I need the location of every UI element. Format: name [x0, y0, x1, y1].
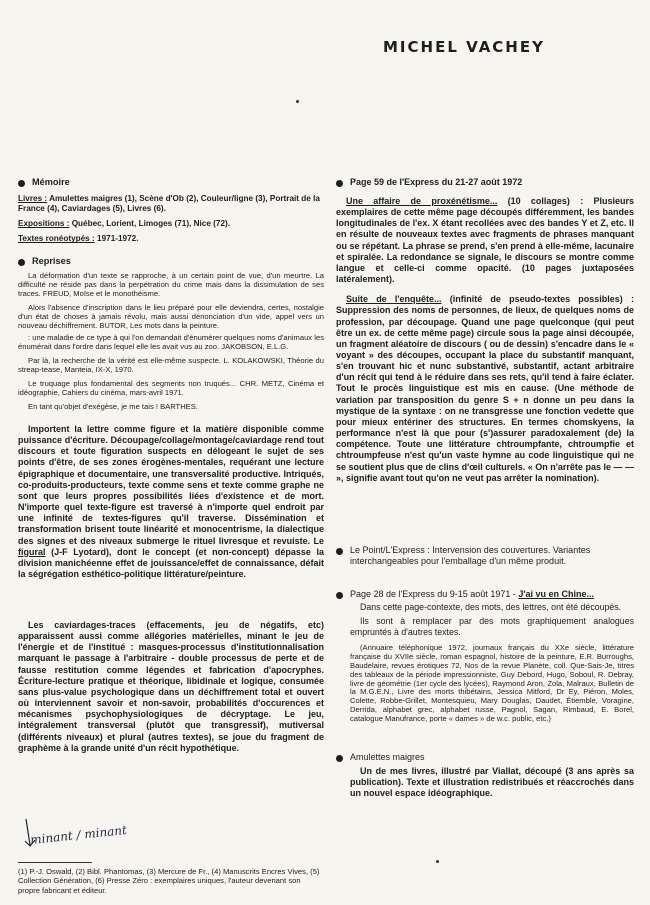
quote-kolakowski: Par là, la recherche de la vérité est elle-même suspecte. L. KOLAKOWSKI, Théorie du streap-tease, Manteia, IX-X, 1970.: [18, 355, 324, 374]
bullet-icon: [18, 259, 25, 266]
point-heading: Le Point/L'Express : Intervension des couvertures. Variantes interchangeables pour l'emballage d'un même produit.: [336, 545, 634, 567]
bullet-icon: [18, 180, 25, 187]
amulettes-heading: Amulettes maigres: [336, 752, 634, 763]
quote-freud: La déformation d'un texte se rapproche, à un certain point de vue, d'un meurtre. La difficulté ne réside pas dans la perpétration du crime mais dans la dissimulation de ses traces. FREUD, Moïse et le monothéisme.: [18, 271, 324, 299]
author-name: MICHEL VACHEY: [383, 38, 545, 56]
handwritten-correction: minant / minant: [29, 822, 128, 848]
amulettes-paragraph: Un de mes livres, illustré par Viallat, découpé (3 ans après sa publication). Texte et illustration redistribués et réaccrochés dans un nouvel espace idéographique.: [350, 765, 634, 799]
quote-barthes: En tant qu'objet d'exégèse, je me tais ! BARTHES.: [28, 401, 198, 411]
figural-term: figural: [18, 546, 46, 557]
ink-dot: [436, 860, 439, 863]
proxenetisme-title: Une affaire de proxénétisme...: [346, 195, 498, 206]
reprises-heading: Reprises: [18, 256, 324, 267]
memoire-livres: Livres : Amulettes maigres (1), Scène d'Ob (2), Couleur/ligne (3), Portrait de la France (4), Caviardages (5), Livres (6).: [18, 194, 320, 214]
footnotes-section: [18, 862, 324, 895]
bullet-icon: [336, 180, 343, 187]
point-section: [336, 545, 634, 567]
page28-source-list: (Annuaire téléphonique 1972, journaux français du XXe siècle, littérature française du XVIIe siècle, roman espagnol, histoire de la peinture, E.R. Burroughs, Baudelaire, revues érotiques 72, Nos de la revue Planète, coll. Que-Sais-Je, titres des tableaux de la période impressionniste, Guy Debord, Hugo, Soboul, R. Debray, livre de géométrie (1er cycle des lycées), Raymond Aron, Zola, Malraux, Bulletin de la M.G.E.N., Livre des morts thibétains, Jessica Mitford, Dr Ey, Piéron, Moles, Colette, Robbe-Grillet, Montesquieu, Mary Douglas, Daudet, Étiemble, Voragine, Derrida, alphabet grec, alphabet russe, Pagnol, Sagan, Rimbaud, E. Borel, catalogue Manufrance, porte « dames » de w.c. public, etc.): [350, 642, 634, 724]
footnote-1: (1) P.-J. Oswald, (2) Bibl. Phantomas, (3) Mercure de Fr., (4) Manuscrits Encres Vives, (5) Collection Génération, (6) Presse Zéro : exemplaires uniques, l'auteur devenant son propre fabricant et éditeur.: [18, 867, 320, 895]
bullet-icon: [336, 592, 343, 599]
memoire-expositions: Expositions : Québec, Lorient, Limoges (71), Nice (72).: [18, 219, 231, 229]
bullet-icon: [336, 548, 343, 555]
essay-part-1: [18, 424, 324, 580]
quote-metz: Le truquage plus fondamental des segments non truqués... CHR. METZ, Cinéma et idéographie, Cahiers du cinéma, mars-avril 1971.: [18, 378, 324, 397]
bullet-icon: [336, 755, 343, 762]
footnote-divider: [18, 862, 92, 863]
quote-butor: Alors l'absence d'inscription dans le lieu préparé pour elle deviendra, certes, nostalgie d'un état de choses à jamais révolu, mais aussi dénonciation d'un vide, appel vers un nouveau déchiffrement. BUTOR, Les mots dans la peinture.: [18, 303, 324, 330]
page28-title: J'ai vu en Chine...: [518, 589, 595, 599]
essay-part-2: [18, 620, 324, 754]
page59-heading: Page 59 de l'Express du 21-27 août 1972: [336, 177, 634, 188]
essay-paragraph-1: Importent la lettre comme figure et la matière disponible comme puissance d'écriture. Découpage/collage/montage/caviardage rend tout discours et toute figuration suspects en délogeant le sujet de ses points d'être, de ses zones érogènes-mentales, requérant une lecture épigraphique et documentaire, une transversalité productive. Intriqués, co-produits-producteurs, texte comme sens et texte comme graphe ne sont que leurs propres possibilités liées d'existence et de mort. N'importe quel texte-figure est traversé à n'importe quel endroit par une infinité de textes-figures qu'il traverse. Dissémination et transformation brisent toute linéarité et monocentrisme, la dialectique des signes et des niveaux submerge le rituel livresque et revuiste. Le figural (J-F Lyotard), dont le concept (et non-concept) dépasse la division manichéenne effet de jouissance/effet de connaissance, défait la ségrégation esthético-politique littérature/peinture.: [18, 424, 324, 580]
memoire-heading: Mémoire: [18, 177, 324, 188]
suite-paragraph: Suite de l'enquête... (infinité de pseudo-textes possibles) : Suppression des noms de personnes, de lieux, de quelques noms de profession, par découpage. Quand une page quelconque (qui peut être un ex. de cette même page) circule sous la page ainsi découpée, un fragment aléatoire de discours ( ou de dessin) s'encadre dans le « voyant » des découpes, occupant la place du substantif manquant, s'en trouvant hic et nunc substantivé, substantif, actant arbitraire d'un récit qui tend à le réduire dans ses rets, qu'il tend à faire éclater. Tout le procès linguistique est mis en cause. (Une méthode de variation par transposition du genre S + n donne un peu dans la mystique de la syntaxe : on ne transgresse une fonction vedette que pour mieux entériner des structures. En termes chomskyens, la performance n'est là que pour (s')assurer paradoxalement (de) la compétence. Toute une littérature chtroumpfante, chtroumpfie et chtroumpfeuse n'est qu'un vaste hymne au code linguistique qui ne se soutient plus que de clins d'œil culturels. « On n'arrête pas le — — », signifie avant tout qu'on ne veut pas arrêter la nomination).: [336, 294, 634, 483]
page28-heading: Page 28 de l'Express du 9-15 août 1971 - J'ai vu en Chine...: [336, 589, 634, 600]
amulettes-section: [336, 752, 634, 799]
quote-jakobson: : une maladie de ce type à qui l'on demandait d'énumérer quelques noms d'animaux les énumérait dans l'ordre dans lequel elle les avait vus au zoo. JAKOBSON, E.L.G.: [18, 332, 324, 351]
page28-paragraph-1: Dans cette page-contexte, des mots, des lettres, ont été découpés.: [360, 601, 622, 612]
suite-title: Suite de l'enquête...: [346, 294, 442, 305]
ink-dot: [296, 100, 299, 103]
memoire-section: [18, 177, 324, 244]
page28-section: [336, 589, 634, 724]
reprises-section: [18, 256, 324, 412]
aussi-term: aussi: [79, 631, 103, 642]
page59-section: [336, 177, 634, 484]
memoire-textes: Textes ronéotypés : 1971-1972.: [18, 234, 139, 244]
essay-paragraph-2: Les caviardages-traces (effacements, jeu de négatifs, etc) apparaissent aussi comme allégories matérielles, minant le jeu de l'énergie et de l'institué : masques-processus d'institutionnalisation marquant le passage à l'arbitraire - double processus de perte et de fausse restitution comme légendes et fabrication d'apocryphes. Écriture-lecture pratique et théorique, libidinale et logique, consumée sans plus-value psychologique dans un déchiffrement total et ouvert où interviennent savoir et non-savoir, probabilités d'occurences et mécanismes psychophysiologiques de décryptage. Le jeu, intégralement transversal (plutôt que transgressif), mutiversal (différents niveaux) et plural (autres textes), se joue du fragment de graphème à la grande unité d'un récit hypothétique.: [18, 620, 324, 753]
page28-paragraph-2: Ils sont à remplacer par des mots graphiquement analogues empruntés à d'autres textes.: [350, 615, 634, 637]
proxenetisme-paragraph: Une affaire de proxénétisme... (10 collages) : Plusieurs exemplaires de cette même page découpés différemment, les bandes longitudinales de l'ex. X étant recollées avec des bandes Y et Z, etc. Il en résulte de nouveaux textes avec fragments de phrases manquant ou se répétant. La phrase se prend, s'en prend à elle-même, lacunaire et spiralée. La redondance se signale, le discours se montre comme langue et celle-ci comme opacité. (10 pages juxtaposées latéralement).: [336, 195, 634, 285]
